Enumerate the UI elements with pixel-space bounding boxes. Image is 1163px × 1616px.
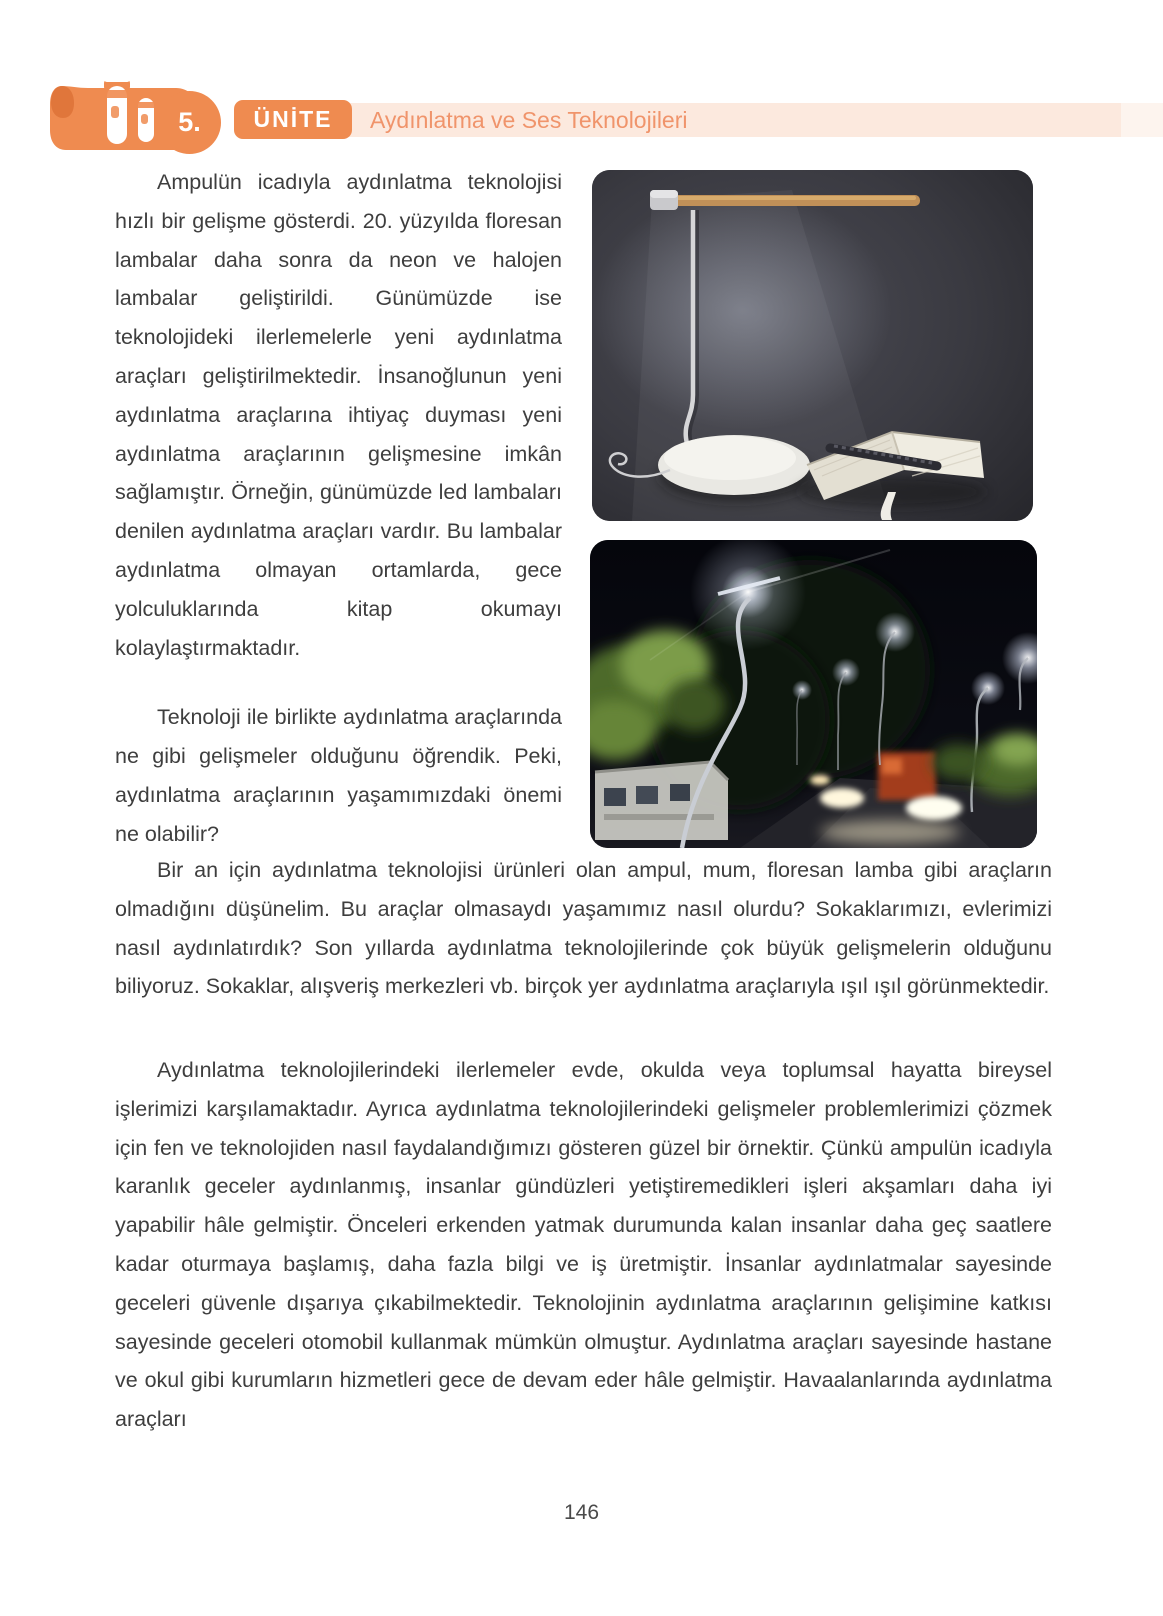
unit-number: 5.	[178, 107, 201, 137]
left-text-column	[115, 163, 562, 854]
unit-title: Aydınlatma ve Ses Teknolojileri	[370, 107, 688, 133]
unit-label: ÜNİTE	[253, 106, 333, 132]
street-night-photo	[590, 540, 1037, 848]
unit-number-badge	[158, 91, 221, 154]
unit-label-pill	[234, 100, 352, 139]
unit-title-band-end	[1121, 103, 1163, 137]
paragraph-3: Bir an için aydınlatma teknolojisi ürünleri olan ampul, mum, floresan lamba gibi araçların olmadığını düşünelim. Bu araçlar olmasaydı yaşamımız nasıl olurdu? Sokaklarımızı, evlerimizi nasıl aydınlatırdık? Son yıllarda aydınlatma teknolojilerinde çok büyük gelişmelerin olduğunu biliyoruz. Sokaklar, alışveriş merkezleri vb. birçok yer aydınlatma araçlarıyla ışıl ışıl görünmektedir.	[115, 858, 1052, 999]
paragraph-2: Teknoloji ile birlikte aydınlatma araçlarında ne gibi gelişmeler olduğunu öğrendik. Peki, aydınlatma araçlarının yaşamımızdaki önemi ne olabilir?	[115, 705, 562, 846]
desk-lamp-photo	[592, 170, 1033, 521]
paragraph-4: Aydınlatma teknolojilerindeki ilerlemeler evde, okulda veya toplumsal hayatta bireysel işlerimizi karşılamaktadır. Ayrıca aydınlatma teknolojilerindeki gelişmeler problemlerimizi çözmek için fen ve teknolojiden nasıl faydalandığımızı gösteren güzel bir örnektir. Çünkü ampulün icadıyla karanlık geceler aydınlanmış, insanlar gündüzleri yetiştiremedikleri işleri akşamları daha iyi yapabilir hâle gelmiştir. Önceleri erkenden yatmak durumunda kalan insanlar daha geç saatlere kadar oturmaya başlamış, daha fazla bilgi ve iş üretmiştir. İnsanlar aydınlatmalar sayesinde geceleri güvenle dışarıya çıkabilmektedir. Teknolojinin aydınlatma araçlarının gelişimine katkısı sayesinde geceleri otomobil kullanmak mümkün olmuştur. Aydınlatma araçları sayesinde hastane ve okul gibi kurumların hizmetleri gece de devam eder hâle gelmiştir. Havaalanlarında aydınlatma araçları	[115, 1058, 1052, 1432]
page-number: 146	[563, 1501, 600, 1524]
paragraph-1: Ampulün icadıyla aydınlatma teknolojisi hızlı bir gelişme gösterdi. 20. yüzyılda floresan lambalar daha sonra da neon ve halojen lambalar geliştirildi. Günümüzde ise teknolojideki ilerlemelerle yeni aydınlatma araçları geliştirilmektedir. İnsanoğlunun yeni aydınlatma araçlarına ihtiyaç duyması yeni aydınlatma araçlarının gelişmesine imkân sağlamıştır. Örneğin, günümüzde led lambaları denilen aydınlatma araçları vardır. Bu lambalar aydınlatma olmayan ortamlarda, gece yolculuklarında kitap okumayı kolaylaştırmaktadır.	[115, 170, 562, 660]
